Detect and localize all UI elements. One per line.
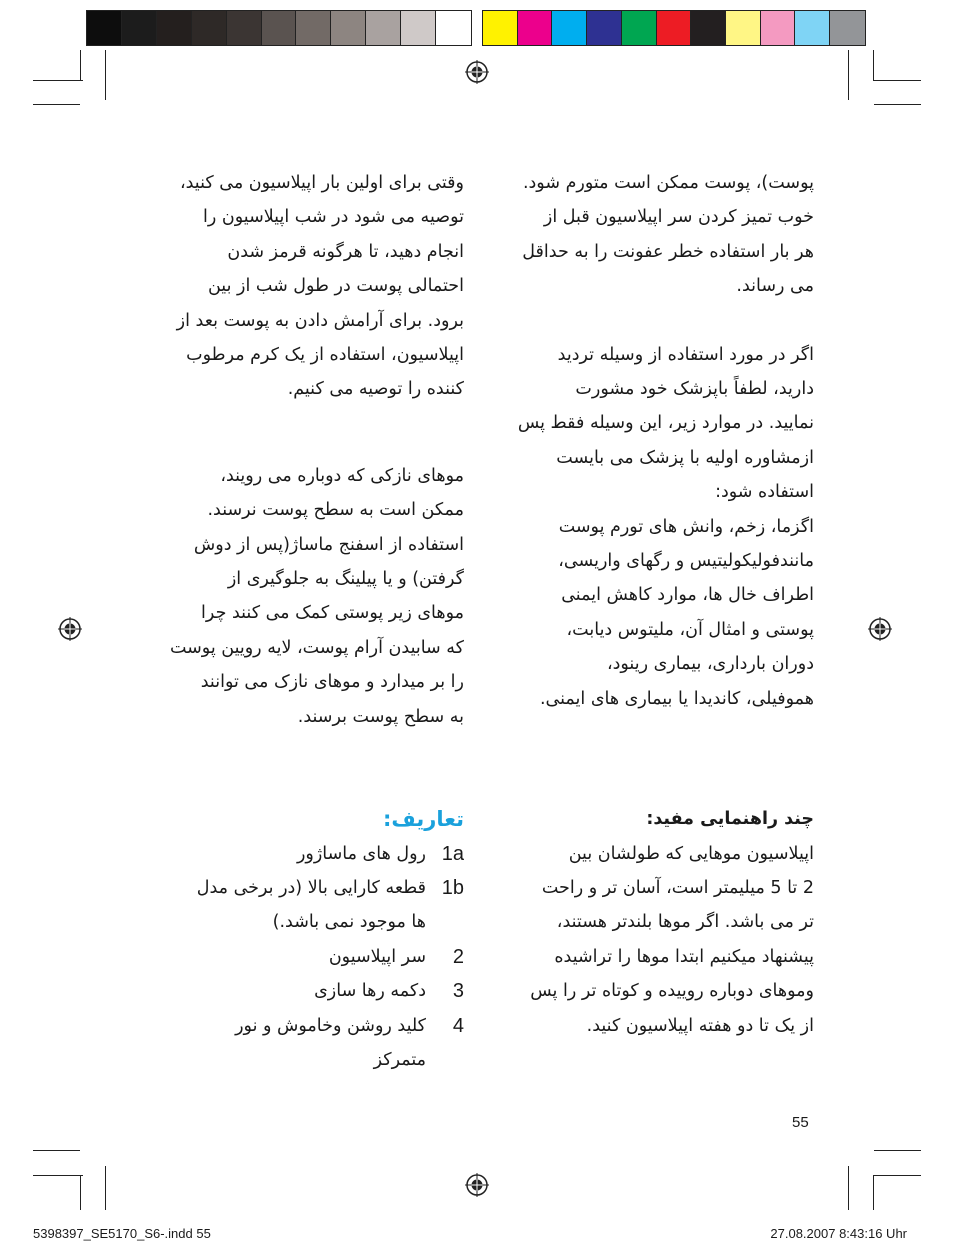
text-line: دوران بارداری، بیماری رینود، [606, 654, 814, 675]
text-line: از یک تا دو هفته اپیلاسیون کنید. [586, 1015, 814, 1036]
text-line: وقتی برای اولین بار اپیلاسیون می کنید، [179, 173, 464, 193]
crop-mark [848, 50, 849, 100]
text-line: استفاده از اسفنج ماساژ(پس از دوش [193, 534, 464, 555]
text-line: موهای نازکی که دوباره می رویند، [220, 465, 464, 486]
text-line: ازمشاوره اولیه با پزشک می بایست [556, 447, 814, 468]
paragraph-ingrown-hairs [134, 459, 464, 734]
section-definitions [134, 802, 464, 1077]
text-line: اپیلاسیون موهایی که طولشان بین [568, 843, 814, 864]
definition-item [134, 940, 464, 974]
definitions-heading: تعاریف: [382, 807, 464, 832]
text-line: اطراف خال ها، موارد کاهش ایمنی [561, 585, 814, 606]
text-line: تر می باشد. اگر موها بلندتر هستند، [556, 912, 814, 933]
registration-mark-icon [465, 1173, 489, 1197]
crop-mark [873, 80, 921, 81]
right-text-column [484, 166, 814, 1043]
crop-mark [33, 1150, 80, 1151]
text-line: خوب تمیز کردن سر اپیلاسیون قبل از [543, 207, 814, 228]
crop-mark [874, 1150, 921, 1151]
text-line: اپیلاسیون، استفاده از یک کرم مرطوب [186, 345, 464, 366]
text-line: استفاده شود: [715, 482, 814, 503]
definition-text: سر اپیلاسیون [328, 946, 426, 967]
color-swatch [401, 11, 436, 45]
grayscale-color-bar [86, 10, 472, 46]
color-swatch [552, 11, 587, 45]
process-color-bar [482, 10, 866, 46]
text-line: هموفیلی، کاندیدا یا بیماری های ایمنی. [539, 688, 814, 709]
text-line: 2 تا 5 میلیمتر است، آسان تر و راحت [541, 877, 814, 898]
color-swatch [227, 11, 262, 45]
color-swatch [518, 11, 553, 45]
color-swatch [587, 11, 622, 45]
text-line: اگزما، زخم، وانش های تورم پوست [558, 516, 814, 537]
text-line: موهای زیر پوستی کمک می کنند چرا [201, 603, 464, 624]
crop-mark [33, 104, 80, 105]
definition-text: کلید روشن وخاموش و نور [235, 1015, 426, 1036]
definition-number: 2 [452, 945, 464, 968]
text-line: توصیه می شود در شب اپیلاسیون را [203, 207, 464, 228]
crop-mark [105, 50, 106, 100]
crop-mark [105, 1166, 106, 1210]
paragraph-first-use [134, 166, 464, 407]
color-swatch [157, 11, 192, 45]
color-swatch [87, 11, 122, 45]
crop-mark [873, 50, 874, 80]
crop-mark [33, 1175, 83, 1176]
definition-text: دکمه رها سازی [314, 981, 426, 1002]
color-swatch [761, 11, 796, 45]
left-text-column [134, 166, 464, 1077]
color-swatch [795, 11, 830, 45]
registration-mark-icon [868, 617, 892, 641]
text-line: انجام دهید، تا هرگونه قرمز شدن [227, 241, 464, 262]
section-useful-tips [484, 802, 814, 1043]
color-swatch [296, 11, 331, 45]
text-line: پیشنهاد میکنیم ابتدا موها را تراشیده [554, 946, 814, 967]
crop-mark [33, 80, 83, 81]
color-swatch [622, 11, 657, 45]
text-line: را بر میدارد و موهای نازک می توانند [200, 672, 464, 693]
text-line: که سابیدن آرام پوست، لایه رویین پوست [169, 637, 464, 658]
page-number: 55 [792, 1114, 809, 1131]
text-line: احتمالی پوست در طول شب از بین [207, 276, 464, 297]
color-swatch [122, 11, 157, 45]
definition-item [134, 871, 464, 940]
definition-text: ها موجود نمی باشد.) [272, 912, 426, 933]
text-line: هر بار استفاده خطر عفونت را به حداقل [522, 241, 814, 262]
text-line: می رساند. [736, 276, 814, 297]
text-line: برود. برای آرامش دادن به پوست بعد از [176, 310, 464, 331]
definition-text: قطعه کارایی بالا (در برخی مدل [196, 877, 426, 898]
color-swatch [436, 11, 471, 45]
text-line: ممکن است به سطح پوست نرسند. [207, 500, 464, 521]
color-swatch [830, 11, 865, 45]
text-line: وموهای دوباره روییده و کوتاه تر را پس [530, 981, 814, 1002]
footer-file-name: 5398397_SE5170_S6-.indd 55 [33, 1226, 211, 1241]
footer-timestamp: 27.08.2007 8:43:16 Uhr [770, 1226, 907, 1241]
color-swatch [262, 11, 297, 45]
paragraph-cleaning-warning [484, 166, 814, 304]
crop-mark [848, 1166, 849, 1210]
crop-mark [80, 50, 81, 80]
color-swatch [331, 11, 366, 45]
definition-number: 4 [452, 1014, 464, 1037]
text-line: به سطح پوست برسند. [297, 706, 464, 727]
text-line: کننده را توصیه می کنیم. [287, 379, 464, 400]
registration-mark-icon [58, 617, 82, 641]
text-line: نمایید. در موارد زیر، این وسیله فقط پس [517, 413, 814, 434]
crop-mark [874, 104, 921, 105]
text-line: پوست)، پوست ممکن است متورم شود. [522, 173, 814, 193]
definition-number: 1a [441, 842, 464, 865]
color-swatch [657, 11, 692, 45]
color-swatch [726, 11, 761, 45]
crop-mark [80, 1175, 81, 1210]
paragraph-medical-advice [484, 338, 814, 716]
definition-item [134, 1009, 464, 1078]
definition-text: رول های ماساژور [296, 843, 426, 864]
definition-text: متمرکز [373, 1049, 426, 1070]
crop-mark [873, 1175, 874, 1210]
definition-item [134, 974, 464, 1008]
text-line: پوستی و امثال آن، ملیتوس دیابت، [566, 619, 814, 640]
definition-item [134, 837, 464, 871]
definition-number: 1b [441, 876, 464, 899]
color-swatch [366, 11, 401, 45]
crop-mark [873, 1175, 921, 1176]
text-line: دارید، لطفاً باپزشک خود مشورت [575, 379, 814, 400]
color-swatch [691, 11, 726, 45]
text-line: مانندفولیکولیتیس و رگهای واریسی، [558, 551, 814, 572]
tips-heading: چند راهنمایی مفید: [646, 809, 814, 830]
color-swatch [192, 11, 227, 45]
text-line: گرفتن) و یا پیلینگ به جلوگیری از [227, 569, 464, 590]
text-line: اگر در مورد استفاده از وسیله تردید [557, 344, 814, 365]
definition-number: 3 [452, 980, 464, 1003]
registration-mark-icon [465, 60, 489, 84]
color-swatch [483, 11, 518, 45]
